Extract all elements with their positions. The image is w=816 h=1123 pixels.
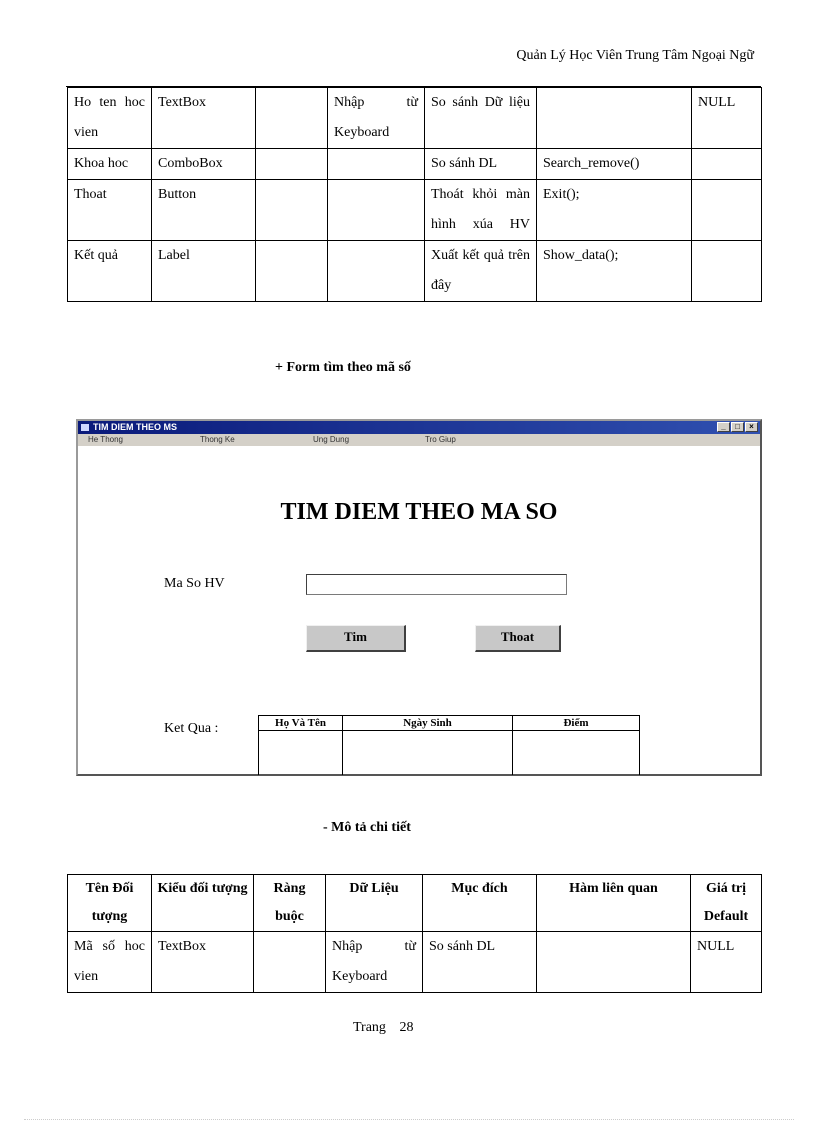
table-cell: Label	[152, 241, 256, 302]
table-cell	[256, 149, 328, 180]
table-row	[68, 180, 762, 241]
table-cell: ComboBox	[152, 149, 256, 180]
table-cell	[328, 241, 425, 302]
menu-bar	[78, 434, 760, 446]
page-number: 28	[399, 1020, 414, 1035]
table-cell	[256, 241, 328, 302]
close-button[interactable]: ×	[745, 422, 758, 432]
grid-row[interactable]	[259, 731, 640, 776]
result-grid[interactable]	[258, 715, 640, 775]
section-caption: + Form tìm theo mã số	[275, 360, 411, 375]
column-header: Dữ Liệu	[326, 875, 423, 932]
tim-button[interactable]: Tim	[306, 625, 406, 652]
table-cell	[692, 241, 762, 302]
ket-qua-label: Ket Qua :	[164, 721, 219, 736]
column-header: Tên Đối tượng	[68, 875, 152, 932]
table-cell	[256, 88, 328, 149]
menu-item-ung-dung[interactable]: Ung Dung	[313, 435, 350, 444]
table-cell: Khoa hoc	[68, 149, 152, 180]
table-cell: Kết quả	[68, 241, 152, 302]
column-header: Mục đích	[423, 875, 537, 932]
app-icon	[81, 424, 89, 431]
table-cell: Thoát khỏi màn hình xúa HV	[425, 180, 537, 241]
table-cell: Xuất kết quả trên đây	[425, 241, 537, 302]
maximize-button[interactable]: □	[731, 422, 744, 432]
page-header: Quản Lý Học Viên Trung Tâm Ngoại Ngữ	[516, 48, 754, 63]
column-header: Ràng buộc	[254, 875, 326, 932]
table-row	[68, 88, 762, 149]
window-titlebar	[78, 421, 760, 434]
detail-table	[67, 874, 762, 993]
objects-table-continued	[67, 87, 762, 302]
minimize-button[interactable]: _	[717, 422, 730, 432]
page-footer	[353, 1020, 413, 1036]
table-cell	[692, 149, 762, 180]
menu-item-tro-giup[interactable]: Tro Giup	[425, 435, 456, 444]
table-cell	[254, 932, 326, 993]
table-cell	[692, 180, 762, 241]
grid-header-row	[259, 716, 640, 731]
table-cell	[328, 180, 425, 241]
table-cell	[328, 149, 425, 180]
section-caption: - Mô tả chi tiết	[323, 820, 411, 835]
table-row	[68, 149, 762, 180]
grid-header-diem: Điểm	[513, 716, 640, 731]
column-header: Kiểu đối tượng	[152, 875, 254, 932]
grid-header-ho-ten: Họ Và Tên	[259, 716, 343, 731]
app-window-screenshot	[76, 419, 762, 776]
thoat-button[interactable]: Thoat	[475, 625, 561, 652]
bottom-divider	[24, 1119, 794, 1120]
table-cell	[256, 180, 328, 241]
ma-so-input[interactable]	[306, 574, 567, 595]
table-cell: TextBox	[152, 88, 256, 149]
table-cell: Ho ten hoc vien	[68, 88, 152, 149]
table-cell: So sánh DL	[423, 932, 537, 993]
table-cell: Nhập từ Keyboard	[328, 88, 425, 149]
table-row	[68, 932, 762, 993]
footer-label: Trang	[353, 1020, 386, 1035]
table-row	[68, 241, 762, 302]
menu-item-he-thong[interactable]: He Thong	[88, 435, 123, 444]
column-header: Giá trị Default	[691, 875, 762, 932]
table-cell: Thoat	[68, 180, 152, 241]
column-header: Hàm liên quan	[537, 875, 691, 932]
table-cell	[537, 932, 691, 993]
menu-item-thong-ke[interactable]: Thong Ke	[200, 435, 235, 444]
table-cell: Show_data();	[537, 241, 692, 302]
table-cell: So sánh DL	[425, 149, 537, 180]
table-cell: Nhập từ Keyboard	[326, 932, 423, 993]
table-cell: NULL	[691, 932, 762, 993]
window-title: TIM DIEM THEO MS	[93, 422, 177, 432]
table-header-row	[68, 875, 762, 932]
ma-so-label: Ma So HV	[164, 576, 225, 591]
form-title: TIM DIEM THEO MA SO	[280, 499, 558, 525]
grid-header-ngay-sinh: Ngày Sinh	[343, 716, 513, 731]
table-cell: NULL	[692, 88, 762, 149]
table-cell: So sánh Dữ liệu	[425, 88, 537, 149]
table-cell	[537, 88, 692, 149]
table-cell: Mã số hoc vien	[68, 932, 152, 993]
table-cell: TextBox	[152, 932, 254, 993]
table-cell: Button	[152, 180, 256, 241]
table-cell: Exit();	[537, 180, 692, 241]
table-cell: Search_remove()	[537, 149, 692, 180]
